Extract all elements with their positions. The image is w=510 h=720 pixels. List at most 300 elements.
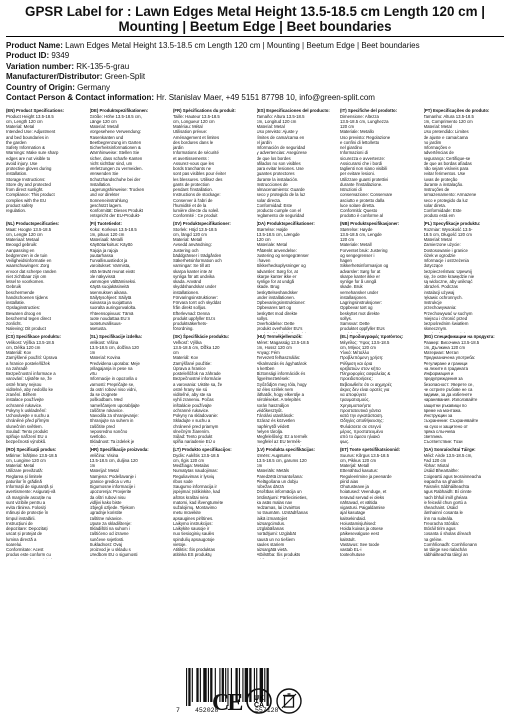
spec-section bbox=[6, 107, 87, 220]
spec-line: Opbevares tørt og bbox=[256, 305, 292, 311]
info-product-name bbox=[6, 41, 504, 51]
spec-line: granice gredica u vrtu bbox=[89, 478, 131, 484]
spec-line: Gebruik bbox=[6, 284, 22, 290]
spec-line: 120 cm bbox=[340, 237, 355, 243]
info-variation-number bbox=[6, 62, 504, 72]
spec-line: Istruzioni di bbox=[340, 187, 362, 193]
spec-line: Suurus: Kõrgus 13.5-18.5 bbox=[340, 452, 389, 458]
spec-line: timpul instalării. bbox=[6, 515, 36, 521]
spec-section bbox=[257, 107, 338, 220]
spec-heading: (SV) Produktspecifikationer: bbox=[173, 221, 231, 227]
spec-line: Instrucțiuni de bbox=[6, 520, 33, 526]
spec-line: ostré hrany nejsou bbox=[6, 381, 42, 387]
spec-heading: (SL) Specifikacije izdelka: bbox=[89, 334, 143, 340]
spec-heading: (DE) Produktspezifikationen: bbox=[89, 108, 149, 114]
spec-line: viditeľné, aby ste sa bbox=[173, 392, 212, 398]
spec-line: a hranice postele/lůžek bbox=[6, 360, 50, 366]
spec-line: i haven bbox=[256, 258, 271, 264]
spec-line: Numatytas naudojimas: bbox=[173, 468, 218, 474]
spec-line: cm, Length 120 cm bbox=[6, 118, 43, 124]
spec-line: Warnings: Make sure sharp bbox=[6, 150, 59, 156]
spec-line: Installation. bbox=[89, 181, 112, 187]
spec-line: Atbilstība: Šis produkts bbox=[256, 552, 301, 558]
spec-line: Matériau: Métal bbox=[173, 124, 203, 130]
spec-line: Taille: Hauteur 13.5-18.5 bbox=[173, 113, 220, 119]
spec-line bbox=[173, 558, 253, 560]
spec-line: produktsäkerhets- bbox=[173, 321, 208, 327]
spec-line: įspėjimai: Įsitikinkite, kad bbox=[173, 489, 221, 495]
spec-line: cm, Дължина 120 cm bbox=[423, 344, 466, 350]
spec-line: Laikykite sausoje ir bbox=[173, 526, 210, 532]
spec-section bbox=[424, 333, 505, 446]
spec-line: lámhainní cosanta le bbox=[423, 510, 463, 516]
spec-line: apsaugines pirštines. bbox=[173, 515, 214, 521]
spec-line: Pokyny k uskladnění: bbox=[6, 407, 47, 413]
spec-line: Instructions de stockage: bbox=[173, 192, 221, 198]
spec-line: varoitukset: Varmista, bbox=[89, 263, 131, 269]
spec-line: per evitare lesioni. bbox=[340, 171, 375, 177]
spec-line: et avertissements : bbox=[173, 155, 210, 161]
spec-line: Säkerhetsinformation och bbox=[173, 258, 222, 264]
spec-line: durante l'installazione. bbox=[340, 181, 383, 187]
spec-line: asennuksen aikana. bbox=[89, 289, 128, 295]
spec-line: Предназначена употреба: bbox=[423, 355, 476, 361]
spec-line: e confini di letto/letto bbox=[340, 139, 380, 145]
spec-line: Predvidena uporaba: Meje bbox=[89, 360, 140, 366]
spec-line: bäddgränser i trädgården bbox=[173, 252, 222, 258]
spec-line: κατά την εγκατάσταση. bbox=[340, 413, 384, 419]
spec-line: време на монтажа. bbox=[423, 407, 462, 413]
spec-line: Úsáid Bheartaithe: bbox=[423, 468, 459, 474]
info-label: Variation number: bbox=[6, 61, 75, 71]
spec-line: că marginile ascuțite nu bbox=[6, 494, 52, 500]
spec-section bbox=[6, 333, 87, 446]
info-value: Hr. Stanislav Maer, +49 5151 87798 10, info@green-split.com bbox=[156, 93, 375, 103]
spec-line: advertências de bbox=[423, 150, 454, 156]
spec-line: Länge 120 cm bbox=[89, 118, 117, 124]
spec-line: cm, Délka 120 cm bbox=[6, 344, 41, 350]
spec-line: Instrucciones de bbox=[256, 181, 288, 187]
spec-line: Turvallisuustiedot ja bbox=[89, 258, 128, 264]
spec-line: пряка слънчева bbox=[423, 428, 456, 434]
spec-line: Informacije in opozorila o bbox=[89, 376, 138, 382]
spec-heading: (LT) Produkto specifikacijos: bbox=[173, 447, 232, 453]
spec-line: ervoor dat scherpe randen bbox=[6, 268, 57, 274]
spec-line: Informações e bbox=[423, 145, 451, 151]
spec-line: afilados no son visibles bbox=[256, 160, 301, 166]
spec-line: avoid injury. Use bbox=[6, 160, 38, 166]
spec-line: Informații de siguranță și bbox=[6, 484, 53, 490]
spec-line: zaščitne rokavice. bbox=[89, 407, 124, 413]
spec-line: skarpe kanter ikke er bbox=[256, 273, 297, 279]
spec-line: vigastusi. Paigaldamise bbox=[340, 505, 385, 511]
spec-line: προστατευτικά γάντια bbox=[340, 407, 381, 413]
spec-line: Zamierzone użycie: bbox=[423, 242, 461, 248]
spec-line: Utilizare prevăzută: bbox=[6, 468, 43, 474]
spec-line: Materiale: Metallo bbox=[340, 129, 374, 135]
spec-line: Vastavus: See toode bbox=[340, 541, 380, 547]
spec-line: spindulių apsaugotoje bbox=[173, 536, 215, 542]
spec-line: на сухо и защитено от bbox=[423, 423, 468, 429]
spec-line: Coigeartú agus teorainneacha bbox=[423, 473, 482, 479]
spec-line: Zamýšľané použitie: bbox=[173, 360, 212, 366]
spec-line: kaitstult. bbox=[340, 536, 356, 542]
spec-line: luce solare diretta. bbox=[340, 202, 376, 208]
spec-heading: (ET) Toote spetsifikatsioonid: bbox=[340, 447, 401, 453]
spec-line: Skladištiti na suhom i bbox=[89, 526, 130, 532]
spec-line: Lagringsinstruksjoner: bbox=[340, 300, 383, 306]
spec-line: Sicherheitsinformationen & bbox=[89, 145, 141, 151]
spec-line: Upute za skladištenje: bbox=[89, 520, 132, 526]
spec-line: förordning. bbox=[173, 326, 194, 332]
barcode-bar bbox=[200, 668, 201, 702]
spec-line: sunt vizibile pentru a bbox=[6, 499, 46, 505]
spec-line: 120 cm bbox=[256, 237, 271, 243]
spec-line: an táirge seo rialachán bbox=[423, 547, 467, 553]
spec-line: Conformidad: Este bbox=[256, 202, 293, 208]
spec-line: Säilytysohjeet: Säilytä bbox=[89, 294, 132, 300]
spec-line: aštrūs kraštai nėra bbox=[173, 494, 209, 500]
spec-line: Μέγεθος: Ύψος 13.5-18.5 bbox=[340, 339, 390, 345]
spec-line: advarsler: Sørg for at bbox=[340, 268, 381, 274]
spec-line: produto está em bbox=[423, 213, 455, 219]
disposal-bin-icon bbox=[276, 688, 302, 714]
spec-line: laikā izmantojiet bbox=[256, 515, 288, 521]
spec-line: Sikkerhetsinformasjon og bbox=[340, 263, 389, 269]
spec-line: az éles szélek nem bbox=[256, 386, 294, 392]
spec-line: Beoogd gebruik: bbox=[6, 242, 38, 248]
spec-line: się, że ostre krawędzie nie bbox=[423, 273, 475, 279]
spec-line: a varovania: Uistite sa, že bbox=[173, 381, 223, 387]
spec-line: prodotto è conforme al bbox=[340, 213, 383, 219]
spec-section bbox=[424, 107, 505, 220]
spec-line: Instruções de bbox=[423, 187, 450, 193]
spec-section bbox=[6, 220, 87, 333]
spec-line: Informazioni di bbox=[340, 150, 368, 156]
info-value: 9349 bbox=[51, 51, 70, 61]
spec-line: l'humidité et de la bbox=[173, 202, 207, 208]
title-divider bbox=[6, 36, 504, 37]
spec-line: leapacha sa ghairdín bbox=[423, 478, 464, 484]
spec-line: y advertencias: Asegúrese bbox=[256, 150, 307, 156]
spec-line: предупреждения за bbox=[423, 376, 463, 382]
spec-line: Rajoja ja rajoja bbox=[89, 247, 118, 253]
spec-line: Materiaal: Metaal bbox=[6, 237, 39, 243]
spec-line: että terävät reunat eivät bbox=[89, 268, 135, 274]
spec-line: não sejam visíveis para bbox=[423, 166, 469, 172]
spec-line: ka asās malas nav bbox=[256, 499, 293, 505]
spec-line: bezpośrednim światłem bbox=[423, 321, 469, 327]
spec-line: Izmērs: Augstums bbox=[256, 452, 291, 458]
spec-line: Paredzētā izmantošana: bbox=[256, 473, 303, 479]
spec-line: Conformité : Ce produit bbox=[173, 213, 218, 219]
spec-line: Conformitate: Acest bbox=[6, 547, 44, 553]
spec-line: Drošības informācija un bbox=[256, 489, 302, 495]
spec-heading: (IT) Specifiche del prodotto: bbox=[340, 108, 398, 114]
spec-line: Justering og sengegrænser bbox=[256, 252, 309, 258]
spec-line: Materiaali: Metalli bbox=[89, 237, 123, 243]
info-label: Contact Person & Contact information: bbox=[6, 93, 155, 103]
spec-line: Samsvar: Dette bbox=[340, 321, 370, 327]
spec-line: complies with the EU bbox=[6, 197, 47, 203]
product-info bbox=[6, 41, 504, 103]
spec-line: Käyttötarkoitus: Käyttö bbox=[89, 242, 133, 248]
spec-line: vrtu bbox=[89, 371, 97, 377]
spec-line: Hoiustamisjuhised: bbox=[340, 520, 377, 526]
spec-line: Dimensione: Altezza bbox=[340, 113, 379, 119]
spec-line: Uchovávejte v suchu a bbox=[6, 413, 50, 419]
spec-line: Φυλάσσετε σε στεγνό bbox=[340, 423, 382, 429]
spec-line: conservazione: Conservare bbox=[340, 192, 393, 198]
spec-line: Sonneneinstrahlung bbox=[89, 197, 128, 203]
spec-line: zonlicht. bbox=[6, 321, 22, 327]
spec-line: Navodila za shranjevanje: bbox=[89, 413, 139, 419]
spec-line: helyen tárolja. bbox=[256, 428, 284, 434]
spec-line: Materjal: Metall bbox=[340, 463, 370, 469]
spec-section bbox=[90, 446, 171, 559]
spec-line: jardin bbox=[173, 145, 184, 151]
spec-line bbox=[340, 558, 420, 560]
spec-line: Käytä suojakäsineitä bbox=[89, 284, 129, 290]
spec-line: Comhlíonadh: Comhlíonann bbox=[423, 541, 478, 547]
spec-line: durante la instalación. bbox=[256, 176, 299, 182]
spec-line: Skladujte v suchu a bbox=[173, 418, 211, 424]
spec-line: ole näkyvissä bbox=[89, 273, 116, 279]
spec-line: Biztonsági információk és bbox=[256, 371, 306, 377]
spec-line: megfelel az EU termék- bbox=[256, 439, 302, 445]
spec-section bbox=[173, 446, 254, 559]
spec-line: solar directa. bbox=[256, 197, 282, 203]
spec-line: zaščitite pred bbox=[89, 423, 115, 429]
spec-line: skada. Använd bbox=[173, 279, 202, 285]
spec-line: producto cumple con el bbox=[256, 208, 301, 214]
spec-line: Conformidade: Este bbox=[423, 208, 462, 214]
spec-line: instalacji używaj bbox=[423, 289, 455, 295]
spec-line: Intended Use: Adjustment bbox=[6, 129, 56, 135]
spec-line: ochranné rukavice. bbox=[173, 407, 210, 413]
spec-line: Conserver à l'abri de bbox=[173, 197, 213, 203]
spec-line: Compliance: This product bbox=[6, 192, 55, 198]
spec-line: tuote noudattaa EU:n bbox=[89, 315, 131, 321]
spec-line: tuoteturvallisuus- bbox=[89, 321, 122, 327]
spec-line: product safety bbox=[6, 202, 33, 208]
spec-heading: (FI) Tuotetiedot: bbox=[89, 221, 122, 227]
spec-line: saules stariem bbox=[256, 541, 285, 547]
spec-line: bedgrenzen in de tuin bbox=[6, 252, 48, 258]
spec-line: Store dry and protected bbox=[6, 181, 51, 187]
spec-line: asetusta. bbox=[89, 326, 107, 332]
spec-line: waarschuwingen: Zorg bbox=[6, 263, 50, 269]
spec-line: че острите ръбове не са bbox=[423, 386, 473, 392]
spec-line: 18.5 cm, Długość 120 cm bbox=[423, 231, 472, 237]
spec-line: Størrelse: Høyde bbox=[340, 226, 373, 232]
spec-line: ribos sode bbox=[173, 478, 193, 484]
spec-line: μέρος, προστατευμένο bbox=[340, 428, 384, 434]
spec-line: Material: Kovina bbox=[89, 355, 121, 361]
spec-line: ajal kasutage bbox=[340, 510, 366, 516]
spec-line: cm bbox=[256, 463, 263, 469]
spec-line bbox=[90, 558, 170, 560]
spec-line: Tamanho: Altura 13.5-18.5 bbox=[423, 113, 474, 119]
spec-line: kuivassa ja suojattuna bbox=[89, 300, 132, 306]
spec-line: skade. Brug bbox=[256, 284, 280, 290]
spec-line: Beetbegrenzung im Garten bbox=[89, 139, 142, 145]
spec-line: słonecznym. bbox=[423, 326, 448, 332]
spec-line: vyhli zraneniu. Počas bbox=[173, 397, 214, 403]
spec-line: светлина. bbox=[423, 434, 443, 440]
spec-line: les blessures. Utilisez des bbox=[173, 176, 223, 182]
spec-line: során használjon bbox=[256, 402, 289, 408]
spec-line: skarpe kanter ikke er bbox=[340, 273, 380, 279]
spec-line: sollys. bbox=[256, 315, 269, 321]
spec-line: Verwenden Sie bbox=[89, 171, 119, 177]
spec-line: cm, längd 120 cm bbox=[173, 231, 207, 237]
info-label: Manufacturer/Distributor: bbox=[6, 72, 103, 82]
spec-line: skade. Bruk bbox=[340, 284, 363, 290]
spec-line: Safety Information & bbox=[6, 145, 45, 151]
spec-line: Száraz és közvetlen bbox=[256, 418, 295, 424]
spec-line: installatie. bbox=[6, 300, 26, 306]
spec-line: letsel te voorkomen. bbox=[6, 279, 45, 285]
spec-line: Medžiaga: Metalas bbox=[173, 463, 210, 469]
spec-line: da se izognete bbox=[89, 392, 118, 398]
spec-section bbox=[257, 446, 338, 559]
spec-line: Anyag: Fém bbox=[256, 350, 280, 356]
spec-line: produs este conform cu bbox=[6, 552, 51, 558]
spec-line: Размер: Височина 13.5-18.5 bbox=[423, 339, 480, 345]
spec-line: 13.5-18.5 cm, Lunghezza bbox=[340, 118, 389, 124]
spec-line: Faisnéis Sábháilteachta bbox=[423, 484, 470, 490]
spec-line: synlige for å unngå bbox=[340, 279, 377, 285]
spec-line: zranění. Během bbox=[6, 392, 37, 398]
spec-line: og sengegrenser i bbox=[340, 252, 375, 258]
spec-line: Product Height 13.5-18.5 bbox=[6, 113, 54, 119]
page-title: GPSR Label for : Lawn Edges Metal Height 13.5-18.5 cm Length 120 cm | Mounting | Beetum Edge | Beet boundaries bbox=[25, 4, 485, 34]
spec-line: Opbevaringsinstruktioner: bbox=[256, 300, 306, 306]
spec-line: Shranjujte na suhem in bbox=[89, 418, 134, 424]
spec-line: Warnhinweise: Stellen Sie bbox=[89, 150, 140, 156]
spec-line: sausā un no tiešiem bbox=[256, 536, 295, 542]
spec-line: na zahradě bbox=[6, 365, 28, 371]
spec-line: beskyttet mod direkte bbox=[256, 310, 298, 316]
language-spec-grid bbox=[6, 107, 504, 559]
spec-line: entspricht der EU-Produkt- bbox=[89, 213, 141, 219]
info-label: Product Name: bbox=[6, 41, 63, 50]
spec-line: no jardim bbox=[423, 139, 442, 145]
spec-line bbox=[424, 558, 504, 560]
svg-text:CA: CA bbox=[253, 702, 265, 709]
spec-line: Υλικό: Μέταλλο bbox=[340, 350, 370, 356]
spec-line: taglienti non siano visibili bbox=[340, 166, 388, 172]
spec-line: solar direta. bbox=[423, 202, 446, 208]
spec-line: Material: Metal bbox=[423, 124, 452, 130]
spec-line: Veľkosť: Výška bbox=[173, 339, 202, 345]
spec-line: cm bbox=[89, 463, 96, 469]
spec-line: guantes protectores bbox=[256, 171, 295, 177]
spec-line: Utilizzare guanti protettivi bbox=[340, 176, 389, 182]
spec-line: видими, за да избегнете bbox=[423, 392, 473, 398]
spec-line: atitinka ES produktų bbox=[173, 552, 212, 558]
spec-line: sunčeve svjetlosti. bbox=[89, 536, 125, 542]
spec-line: ochranné rukavice. bbox=[6, 402, 43, 408]
spec-line: 120 cm bbox=[340, 124, 355, 130]
spec-line: des bordures dans le bbox=[173, 139, 214, 145]
spec-line: Ábhar: Miotal bbox=[423, 463, 449, 469]
info-country-of-origin bbox=[6, 83, 504, 93]
spec-line: Utilisation prévue: bbox=[173, 129, 208, 135]
spec-line: наранявания. Използвайте bbox=[423, 397, 478, 403]
spec-line: Sikkerhedsoplysninger og bbox=[256, 263, 306, 269]
spec-line: redzamas, lai izvairītos bbox=[256, 505, 301, 511]
spec-line: Skladnost: Ta izdelek je bbox=[89, 439, 135, 445]
spec-line: Méret: Magasság 13.5-18.5 bbox=[256, 339, 310, 345]
spec-line: Przechowywać w suchym bbox=[423, 310, 473, 316]
spec-line: Tervezett felhasználás: bbox=[256, 355, 301, 361]
spec-line: Lagerungshinweise: Trocken bbox=[89, 187, 145, 193]
spec-line: Sigurnosne informacije i bbox=[89, 484, 136, 490]
spec-line: le feiceáil chun gortú a bbox=[423, 499, 467, 505]
spec-line: pendant l'installation. bbox=[173, 187, 213, 193]
spec-line: Uredbom EU o sigurnosti bbox=[89, 552, 138, 558]
spec-line: Storage Instructions: bbox=[6, 176, 46, 182]
barcode-digits-right: 557128 bbox=[255, 707, 279, 714]
spec-line: Conformità: Questo bbox=[340, 208, 378, 214]
spec-line: Informations de sécurité bbox=[173, 150, 219, 156]
spec-section bbox=[90, 107, 171, 220]
spec-line: Veličina: Visina bbox=[89, 452, 119, 458]
spec-line: izbjegli ozljede. Tijekom bbox=[89, 505, 135, 511]
spec-heading: (DA) Produktspecifikationer: bbox=[256, 221, 315, 227]
spec-line: beschermende bbox=[6, 289, 35, 295]
spec-line: Soulad: Tento produkt bbox=[6, 428, 48, 434]
spec-line: Materiál: Kov bbox=[6, 350, 32, 356]
info-label: Product ID: bbox=[6, 51, 50, 61]
spec-line: installationen. bbox=[173, 289, 200, 295]
spec-line: agus Rabhaidh: Bí cinnte bbox=[423, 489, 472, 495]
spec-line: przechowywania: bbox=[423, 305, 457, 311]
spec-line: prilagajanja in pese na bbox=[89, 365, 133, 371]
spec-line: Assicurarsi che i bordi bbox=[340, 160, 383, 166]
spec-line: installation. bbox=[6, 171, 28, 177]
spec-line: cm, Hossz 120 cm bbox=[256, 344, 292, 350]
spec-line: Съответствие: Този bbox=[423, 439, 463, 445]
spec-line: Uzglabāšanas bbox=[256, 526, 284, 532]
info-manufacturer bbox=[6, 72, 504, 82]
spec-line: nähtavad, et vältida bbox=[340, 499, 378, 505]
barcode-bar bbox=[192, 668, 193, 702]
spec-line: cm, Lungime 120 cm bbox=[6, 457, 46, 463]
spec-line: piirid aias bbox=[340, 478, 359, 484]
spec-line: Uso previsto: Regolazione bbox=[340, 134, 391, 140]
spec-line: cm bbox=[173, 350, 179, 356]
spec-line: Förvaringsinstruktioner: bbox=[173, 294, 218, 300]
spec-line: Verletzungen zu vermeiden. bbox=[89, 166, 143, 172]
spec-line: da ostri robovi niso vidni, bbox=[89, 386, 137, 392]
spec-line: norādījumi: Uzglabāt bbox=[256, 531, 296, 537]
spec-line: Rozmiar: Wysokość 13.5- bbox=[423, 226, 473, 232]
spec-line: dotyczące bbox=[423, 263, 443, 269]
spec-line: Forventet bruk: Justering bbox=[340, 247, 388, 253]
spec-line: slunečním světlem. bbox=[6, 423, 43, 429]
spec-line: cm, Ilgis 120 cm bbox=[173, 457, 205, 463]
spec-line: chránené pred priamym bbox=[173, 423, 219, 429]
spec-line: Atitiktis: Šis produktas bbox=[173, 547, 216, 553]
spec-line: regulation. bbox=[6, 208, 27, 214]
spec-line: da oštri rubovi nisu bbox=[89, 494, 126, 500]
spec-line: soarelui. bbox=[6, 541, 23, 547]
spec-line: und vor direkter bbox=[89, 192, 120, 198]
spec-line: Ettenähtud kasutus: bbox=[340, 468, 378, 474]
